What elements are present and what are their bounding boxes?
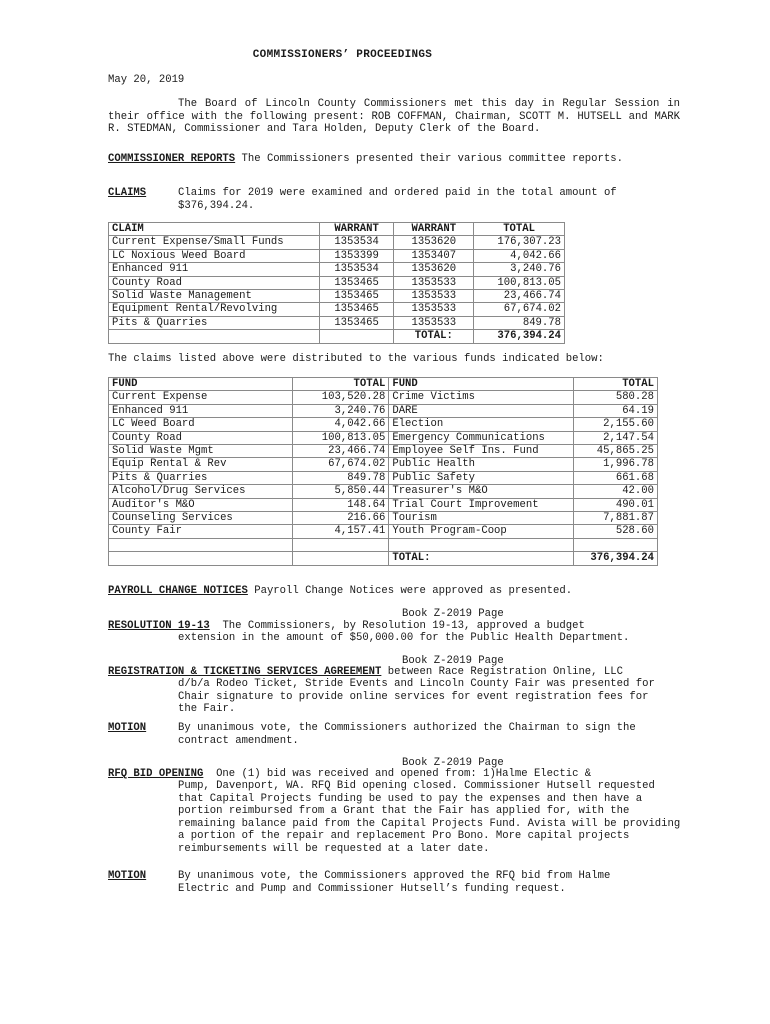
table-row [109,431,658,444]
table-cell: Election [389,418,574,431]
table-cell: 176,307.23 [474,236,565,249]
total-value: 376,394.24 [474,330,565,343]
total-row [109,330,565,343]
registration-text-first: between Race Registration Online, LLC [387,666,623,678]
table-cell: Public Safety [389,471,574,484]
table-row [109,236,565,249]
resolution-section [108,620,688,633]
table-row [109,316,565,329]
table-cell: 7,881.87 [574,512,658,525]
table-row [109,471,658,484]
payroll-section [108,585,680,598]
table-cell: 4,157.41 [292,525,389,538]
table-cell: 1353534 [319,236,394,249]
table-cell: 1353465 [319,276,394,289]
table-cell: Tourism [389,512,574,525]
payroll-heading: PAYROLL CHANGE NOTICES [108,585,248,597]
table-cell: Employee Self Ins. Fund [389,445,574,458]
table-cell: 849.78 [292,471,389,484]
table-cell: 580.28 [574,391,658,404]
column-header: FUND [389,378,574,391]
table-cell: Current Expense [109,391,293,404]
table-cell [292,538,389,551]
registration-heading: REGISTRATION & TICKETING SERVICES AGREEMENT [108,666,382,678]
table-cell: 1353620 [394,263,474,276]
table-row [109,249,565,262]
total-value: 376,394.24 [574,552,658,565]
table-cell: 1353533 [394,290,474,303]
table-cell: 67,674.02 [292,458,389,471]
motion-heading: MOTION [108,722,147,734]
total-label: TOTAL: [389,552,574,565]
table-cell: 1,996.78 [574,458,658,471]
commissioner-reports-section [108,153,680,166]
table-cell [292,552,389,565]
table-cell [319,330,394,343]
table-cell: Pits & Quarries [109,471,293,484]
table-cell: County Fair [109,525,293,538]
table-cell: Solid Waste Mgmt [109,445,293,458]
book-page-note: Book Z-2019 Page [402,757,504,769]
table-cell: 23,466.74 [474,290,565,303]
motion-text: By unanimous vote, the Commissioners authorized the Chairman to sign the contract amendment. [178,722,636,747]
table-cell: 849.78 [474,316,565,329]
funds-table [108,377,658,566]
motion-heading: MOTION [108,870,147,882]
table-header-row [109,378,658,391]
table-cell: 216.66 [292,512,389,525]
table-row [109,458,658,471]
rfq-text-rest: Pump, Davenport, WA. RFQ Bid opening closed. Commissioner Hutsell requested that Capital Projects funding be used to pay the expenses and then have a portion reimbursed from a Grant that the Fair has applied for, with the remaining balance paid from the Capital Projects Fund. Avista will be providing a portion of the repair and replacement Pro Bono. More capital projects reimbursements will be requested at a later date. [178,780,681,855]
table-cell: 1353533 [394,303,474,316]
rfq-heading: RFQ BID OPENING [108,768,204,780]
table-cell: Crime Victims [389,391,574,404]
table-row [109,418,658,431]
table-row [109,512,658,525]
table-cell: Equipment Rental/Revolving [109,303,320,316]
table-cell: 103,520.28 [292,391,389,404]
table-row [109,263,565,276]
total-row [109,552,658,565]
table-cell: 64.19 [574,404,658,417]
table-cell [109,552,293,565]
table-cell: 528.60 [574,525,658,538]
table-cell: Solid Waste Management [109,290,320,303]
table-cell: County Road [109,276,320,289]
table-row [109,276,565,289]
column-header: CLAIM [109,223,320,236]
table-cell: County Road [109,431,293,444]
table-cell: LC Noxious Weed Board [109,249,320,262]
table-row [109,538,658,551]
table-cell: 1353465 [319,316,394,329]
table-cell: 67,674.02 [474,303,565,316]
column-header: TOTAL [574,378,658,391]
table-cell: 2,155.60 [574,418,658,431]
table-cell: 5,850.44 [292,485,389,498]
table-cell: 490.01 [574,498,658,511]
table-cell: Equip Rental & Rev [109,458,293,471]
table-cell: Enhanced 911 [109,263,320,276]
meeting-date: May 20, 2019 [108,74,185,86]
table-cell: 3,240.76 [292,404,389,417]
table-cell: 23,466.74 [292,445,389,458]
table-cell: Current Expense/Small Funds [109,236,320,249]
table-row [109,391,658,404]
registration-text-rest: d/b/a Rodeo Ticket, Stride Events and Lincoln County Fair was presented for Chair signature to provide online services for event registration fees for the Fair. [178,678,655,716]
table-row [109,404,658,417]
table-row [109,485,658,498]
table-cell: 3,240.76 [474,263,565,276]
table-cell: Treasurer's M&O [389,485,574,498]
table-cell: Trial Court Improvement [389,498,574,511]
table-cell: Counseling Services [109,512,293,525]
table-cell: 1353534 [319,263,394,276]
payroll-text: Payroll Change Notices were approved as presented. [254,585,573,597]
table-cell [389,538,574,551]
table-cell: 2,147.54 [574,431,658,444]
table-cell: Pits & Quarries [109,316,320,329]
table-cell: 1353465 [319,303,394,316]
table-cell: 1353399 [319,249,394,262]
table-cell [574,538,658,551]
table-cell: Emergency Communications [389,431,574,444]
table-cell: 1353465 [319,290,394,303]
column-header: FUND [109,378,293,391]
commissioner-reports-heading: COMMISSIONER REPORTS [108,153,236,165]
claims-table [108,222,565,344]
book-page-note: Book Z-2019 Page [402,655,504,667]
total-label: TOTAL: [394,330,474,343]
table-row [109,290,565,303]
table-cell: Public Health [389,458,574,471]
commissioner-reports-text: The Commissioners presented their various committee reports. [241,153,623,165]
table-cell: 1353533 [394,276,474,289]
table-cell: 148.64 [292,498,389,511]
table-cell: 45,865.25 [574,445,658,458]
resolution-heading: RESOLUTION 19-13 [108,620,210,632]
table-cell: 1353407 [394,249,474,262]
rfq-text-first: One (1) bid was received and opened from: 1)Halme Electic & [216,768,592,780]
distribution-text: The claims listed above were distributed to the various funds indicated below: [108,353,604,365]
table-header-row [109,223,565,236]
table-cell: 42.00 [574,485,658,498]
table-cell: 100,813.05 [292,431,389,444]
table-cell: Youth Program-Coop [389,525,574,538]
page-title: COMMISSIONERS’ PROCEEDINGS [252,49,433,61]
table-cell: 100,813.05 [474,276,565,289]
table-cell: DARE [389,404,574,417]
resolution-text-rest: extension in the amount of $50,000.00 for the Public Health Department. [178,632,630,644]
column-header: WARRANT [319,223,394,236]
motion-text: By unanimous vote, the Commissioners approved the RFQ bid from Halme Electric and Pump and Commissioner Hutsell’s funding request. [178,870,611,895]
table-cell [109,330,320,343]
book-page-note: Book Z-2019 Page [402,608,504,620]
table-cell: Enhanced 911 [109,404,293,417]
claims-heading: CLAIMS [108,187,147,199]
column-header: TOTAL [474,223,565,236]
table-cell: 4,042.66 [474,249,565,262]
column-header: WARRANT [394,223,474,236]
table-row [109,498,658,511]
table-cell: 4,042.66 [292,418,389,431]
claims-text: Claims for 2019 were examined and ordered paid in the total amount of $376,394.24. [178,187,617,212]
table-cell: Auditor's M&O [109,498,293,511]
intro-paragraph: The Board of Lincoln County Commissioners met this day in Regular Session in their office with the following present: ROB COFFMAN, Chairman, SCOTT M. HUTSELL and MARK R. STEDMAN, Commissioner and Tara Holden, Deputy Clerk of the Board. [108,98,680,136]
resolution-text-first: The Commissioners, by Resolution 19-13, approved a budget [222,620,585,632]
table-cell: 1353620 [394,236,474,249]
table-row [109,445,658,458]
table-cell: LC Weed Board [109,418,293,431]
table-row [109,303,565,316]
rfq-section [108,768,688,781]
table-cell: 1353533 [394,316,474,329]
table-cell: 661.68 [574,471,658,484]
table-row [109,525,658,538]
table-cell: Alcohol/Drug Services [109,485,293,498]
column-header: TOTAL [292,378,389,391]
table-cell [109,538,293,551]
registration-section [108,666,698,679]
